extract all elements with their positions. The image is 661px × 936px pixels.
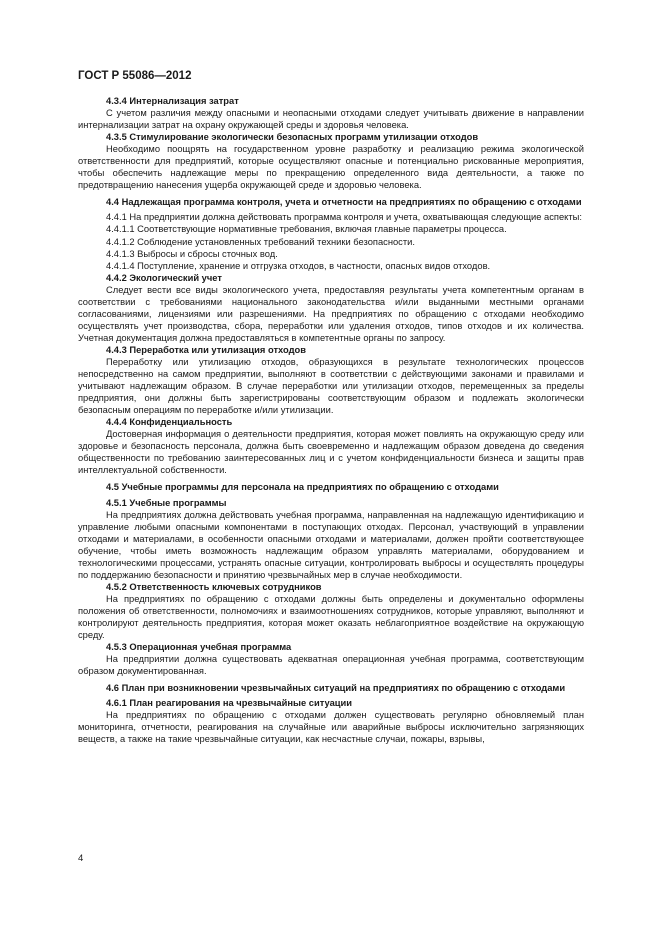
list-item: 4.4.1.2 Соблюдение установленных требований техники безопасности. <box>106 236 415 247</box>
section-4-3-4-heading: 4.3.4 Интернализация затрат <box>106 96 239 106</box>
document-code: ГОСТ Р 55086—2012 <box>78 70 192 82</box>
list-item: 4.4.1.3 Выбросы и сбросы сточных вод. <box>106 248 278 259</box>
section-4-3-5-text: Необходимо поощрять на государственном уровне разработку и реализацию режима экологической ответственности для предприятий, которые осуществляют опасные и потенциально рискованные мероприятия, чтобы обеспечить надлежащие меры по прекращению определенного вида деятельности, а также по предотвращению нанесения ущерба окружающей среде и здоровью человека. <box>78 144 584 191</box>
section-4-4-2-heading: 4.4.2 Экологический учет <box>106 272 222 283</box>
section-4-6-1-text: На предприятиях по обращению с отходами должен существовать регулярно обновляемый план мониторинга, отчетности, реагирования на случайные или аварийные выбросы исключительно загрязняющих веществ, а также на такие чрезвычайные ситуации, как несчастные случаи, пожары, взрывы, <box>78 710 584 745</box>
section-4-5-2-text: На предприятиях по обращению с отходами должны быть определены и документально оформлены положения об ответственности, полномочиях и взаимоотношениях сотрудников, которые управляют, выполняют и контролируют деятельность предприятия, которая может оказать неблагоприятное воздействие на окружающую среду. <box>78 593 584 641</box>
section-4-5-heading: 4.5 Учебные программы для персонала на предприятиях по обращению с отходами <box>106 482 499 493</box>
section-4-4-heading: 4.4 Надлежащая программа контроля, учета и отчетности на предприятиях по обращению с отходами <box>106 197 582 208</box>
document-body <box>78 95 584 745</box>
list-item: 4.4.1.1 Соответствующие нормативные требования, включая главные параметры процесса. <box>106 224 507 235</box>
section-4-4-4-text: Достоверная информация о деятельности предприятия, которая может повлиять на окружающую среду или здоровье и безопасность персонала, должна быть своевременно и надлежащим образом доведена до сведения общественности по требованию заинтересованных лиц и с учетом конфиденциальности бизнеса и защиты прав интеллектуальной собственности. <box>78 429 584 476</box>
section-4-4-3-heading: 4.4.3 Переработка или утилизация отходов <box>106 344 306 355</box>
section-4-4-3-text: Переработку или утилизацию отходов, образующихся в результате технологических процессов непосредственно на самом предприятии, выполняют в соответствии с действующими законами и правилами и учитывают надлежащим образом. В случае переработки или утилизации отходов, перемещенных за пределы предприятия, они должны быть зарегистрированы соответствующим образом и подлежать экологически безопасным операциям по переработке и/или утилизации. <box>78 356 584 416</box>
section-4-5-1-heading: 4.5.1 Учебные программы <box>106 497 227 508</box>
section-4-3-5-heading: 4.3.5 Стимулирование экологически безопасных программ утилизации отходов <box>106 132 479 143</box>
section-4-4-1-text: 4.4.1 На предприятии должна действовать программа контроля и учета, охватывающая следующие аспекты: <box>106 212 582 223</box>
page-number: 4 <box>78 853 84 864</box>
section-4-5-2-heading: 4.5.2 Ответственность ключевых сотрудников <box>106 581 322 592</box>
section-4-5-1-text: На предприятиях должна действовать учебная программа, направленная на надлежащую идентификацию и управление любыми опасными компонентами в поступающих отходах. Персонал, участвующий в управлении отходами и материалами, в особенности опасными отходами и материалами, должен пройти соответствующее обучение, чтобы иметь возможность надлежащим образом управлять материалами, оборудованием и технологическими процессами, устранять опасные ситуации, контролировать выбросы и осуществлять процедуры по поддержанию безопасности и принятию чрезвычайных мер в случае необходимости. <box>78 509 584 580</box>
section-4-3-4-text: С учетом различия между опасными и неопасными отходами следует учитывать движение в направлении интернализации затрат на охрану окружающей среды и здоровья человека. <box>78 108 584 131</box>
section-4-6-heading: 4.6 План при возникновении чрезвычайных ситуаций на предприятиях по обращению с отходами <box>106 683 566 694</box>
section-4-5-3-text: На предприятии должна существовать адекватная операционная учебная программа, соответствующим образом документированная. <box>78 654 584 677</box>
section-4-6-1-heading: 4.6.1 План реагирования на чрезвычайные ситуации <box>106 698 353 709</box>
section-4-4-4-heading: 4.4.4 Конфиденциальность <box>106 417 233 428</box>
section-4-5-3-heading: 4.5.3 Операционная учебная программа <box>106 642 292 653</box>
list-item: 4.4.1.4 Поступление, хранение и отгрузка отходов, в частности, опасных видов отходов. <box>106 260 491 271</box>
section-4-4-2-text: Следует вести все виды экологического учета, предоставляя результаты учета компетентным органам в соответствии с требованиями национального законодательства и/или выданными местными органами согласованиями, лицензиями или разрешениями. На предприятиях по обращению с отходами необходимо осуществлять учет производства, сбора, переработки или удаления отходов, типов отходов и их количества. Учетная документация должна предоставляться в компетентные органы по запросу. <box>78 284 584 343</box>
